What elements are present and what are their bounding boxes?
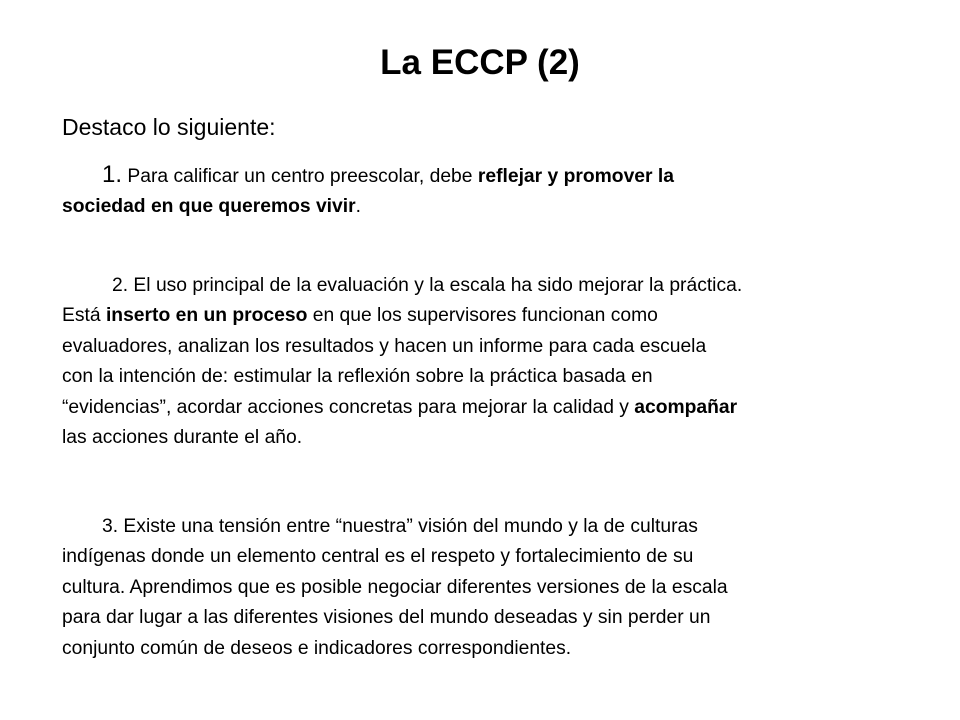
point-3 (62, 512, 912, 664)
point-2-text-2c: en que los supervisores funcionan como (307, 305, 658, 327)
point-1-number: 1. (102, 161, 123, 188)
point-2-text-2a: Está (62, 305, 106, 327)
point-1-text-2: . (355, 196, 361, 218)
point-2-line-2 (62, 301, 912, 331)
point-1 (62, 160, 912, 223)
point-2-line-3: evaluadores, analizan los resultados y hacen un informe para cada escuela (62, 335, 707, 357)
point-1-line-2 (62, 192, 912, 222)
point-2-line-1: 2. El uso principal de la evaluación y la escala ha sido mejorar la práctica. (112, 275, 743, 296)
point-2-bold-2b: inserto en un proceso (105, 305, 308, 327)
point-3-line-3: cultura. Aprendimos que es posible negociar diferentes versiones de la escala (62, 576, 728, 598)
point-2-bold-5b: acompañar (634, 396, 738, 418)
slide-title: La ECCP (2) (380, 43, 580, 82)
point-3-line-5: conjunto común de deseos e indicadores correspondientes. (62, 637, 572, 659)
point-1-text-1: Para calificar un centro preescolar, debe (122, 166, 478, 187)
point-3-line-1: 3. Existe una tensión entre “nuestra” visión del mundo y la de culturas (102, 516, 698, 537)
point-2-line-6: las acciones durante el año. (62, 427, 303, 449)
point-1-bold-2: sociedad en que queremos vivir (62, 196, 356, 218)
point-2-line-4: con la intención de: estimular la reflexión sobre la práctica basada en (62, 366, 653, 388)
point-2-text-5a: “evidencias”, acordar acciones concretas para mejorar la calidad y (62, 396, 635, 418)
point-3-line-4: para dar lugar a las diferentes visiones del mundo deseadas y sin perder un (62, 607, 711, 629)
point-2 (62, 271, 912, 453)
point-1-bold-1: reflejar y promover la (477, 166, 674, 187)
point-1-line-1 (62, 160, 912, 192)
point-3-line-2: indígenas donde un elemento central es el respeto y fortalecimiento de su (62, 546, 694, 568)
intro-text: Destaco lo siguiente: (62, 114, 276, 140)
point-2-line-5 (62, 393, 912, 423)
